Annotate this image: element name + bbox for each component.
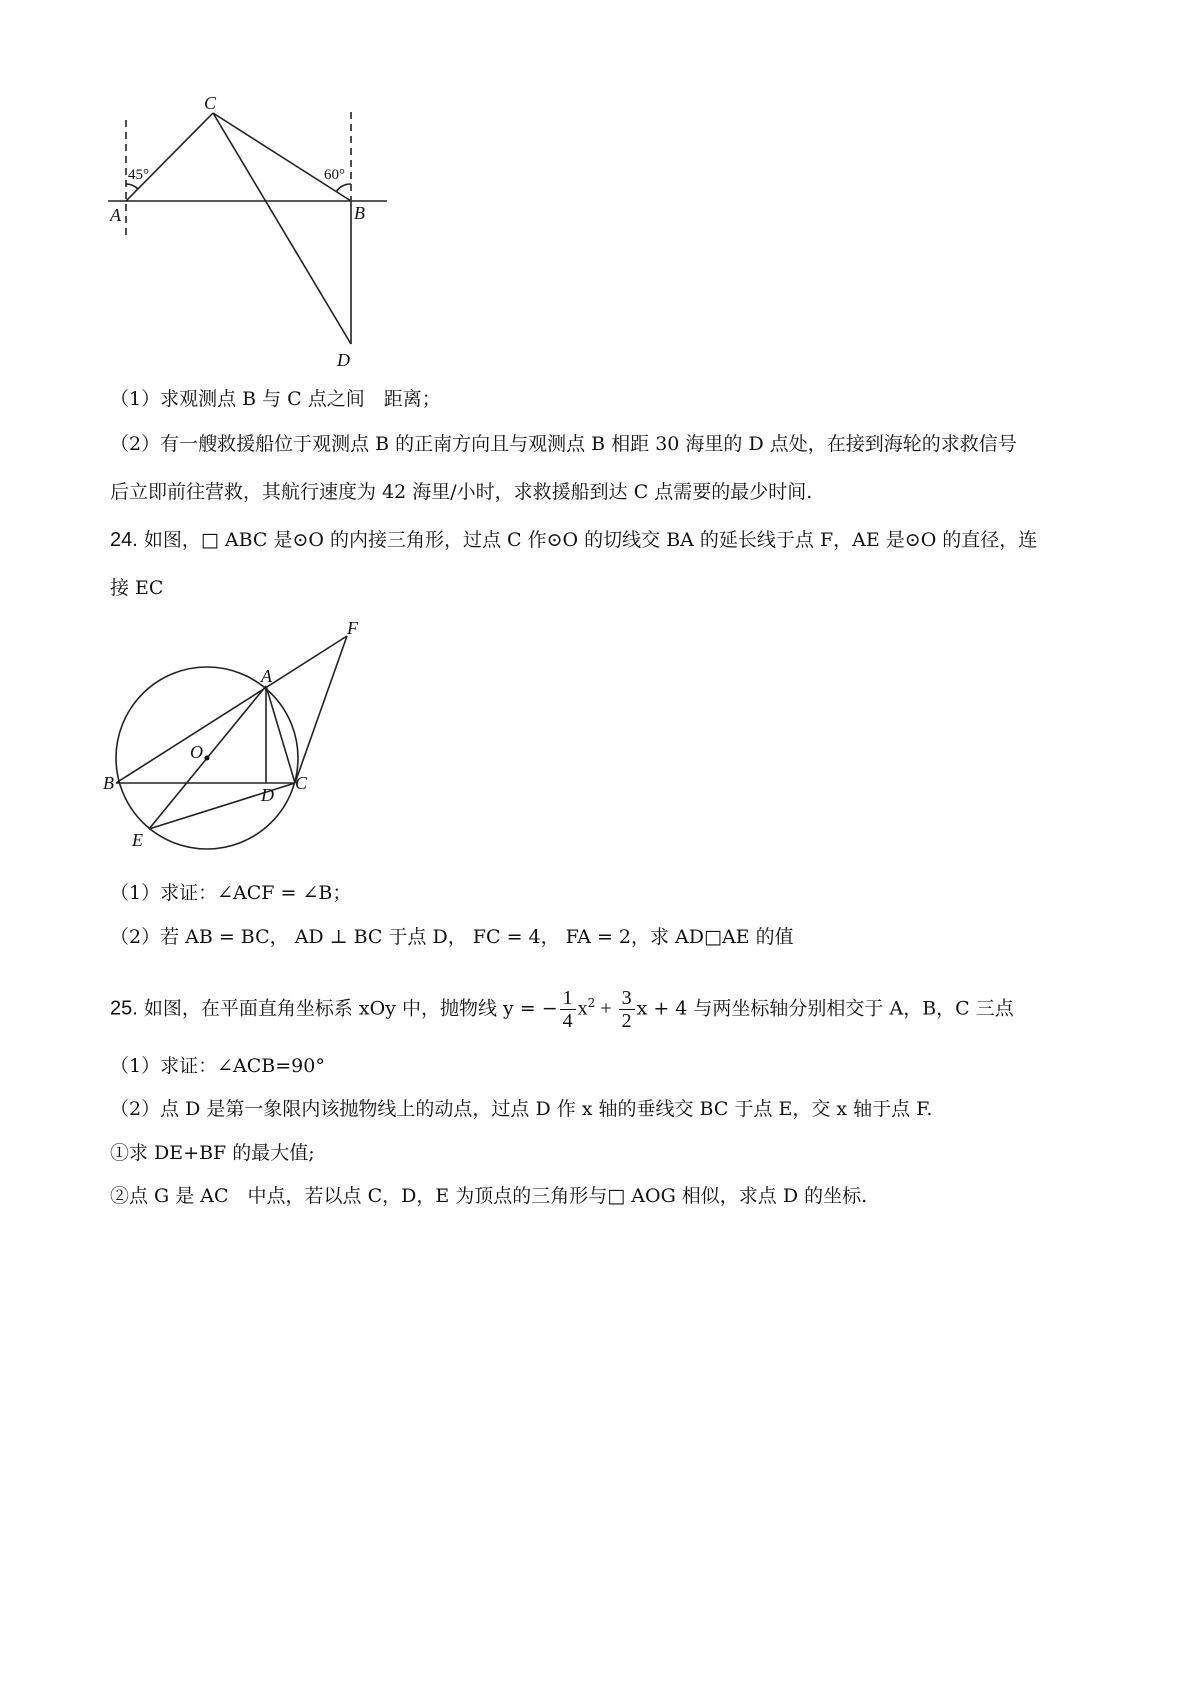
q24-part1: （1）求证：∠ACF = ∠B；: [110, 882, 352, 904]
fraction-one-quarter: [560, 987, 576, 1032]
q24-stem-text: 如图，□ ABC 是⊙O 的内接三角形，过点 C 作⊙O 的切线交 BA 的延长线于点 F，AE 是⊙O 的直径，连: [143, 529, 1038, 551]
q23-part1: （1）求观测点 B 与 C 点之间 距离；: [110, 388, 441, 410]
center-dot: [205, 756, 210, 761]
angle-60-label: 60°: [324, 167, 345, 183]
q24-stem-line2: 接 EC: [110, 577, 164, 599]
label-D: D: [261, 785, 274, 805]
q24-number: 24.: [110, 529, 138, 551]
frac2-denominator: 2: [621, 1009, 632, 1032]
q25-sub2: ②点 G 是 AC 中点，若以点 C，D，E 为顶点的三角形与□ AOG 相似，求点 D 的坐标.: [110, 1185, 868, 1207]
label-D: D: [337, 350, 350, 370]
line-CB: [213, 113, 351, 201]
q25-part1: （1）求证：∠ACB=90°: [110, 1055, 325, 1077]
q25-sub1: ①求 DE+BF 的最大值;: [110, 1142, 315, 1164]
figure-circle: [100, 618, 380, 858]
line-BF: [116, 636, 347, 783]
label-F: F: [347, 618, 358, 638]
frac2-numerator: 3: [619, 987, 635, 1010]
arc-60: [336, 184, 351, 192]
q25-stem-post: x + 4 与两坐标轴分别相交于 A，B，C 三点: [636, 997, 1014, 1020]
q25-number: 25.: [110, 997, 138, 1020]
q24-stem-line1: [110, 527, 1037, 553]
q25-exponent: 2: [587, 996, 596, 1010]
q25-stem-pre: 如图，在平面直角坐标系 xOy 中，抛物线 y = −: [143, 997, 558, 1020]
frac1-numerator: 1: [560, 987, 576, 1010]
label-A: A: [110, 205, 121, 225]
label-E: E: [132, 830, 143, 850]
q25-plus: +: [595, 997, 617, 1020]
label-B: B: [103, 773, 114, 793]
angle-45-label: 45°: [128, 167, 149, 183]
q24-part2: （2）若 AB = BC， AD ⊥ BC 于点 D， FC = 4， FA = 2，求 AD□AE 的值: [110, 926, 794, 948]
label-A: A: [261, 666, 272, 686]
q25-part2: （2）点 D 是第一象限内该抛物线上的动点，过点 D 作 x 轴的垂线交 BC 于点 E，交 x 轴于点 F.: [110, 1098, 933, 1120]
figure-observation: [100, 90, 400, 380]
frac1-denominator: 4: [562, 1009, 573, 1032]
q23-part2-line1: （2）有一艘救援船位于观测点 B 的正南方向且与观测点 B 相距 30 海里的 D 点处，在接到海轮的求救信号: [110, 433, 1017, 455]
fraction-three-halves: [619, 987, 635, 1032]
label-C: C: [295, 773, 308, 793]
label-B: B: [354, 203, 365, 223]
arc-45: [126, 184, 138, 189]
line-AC: [266, 686, 295, 783]
line-CD: [213, 113, 351, 344]
line-FC: [295, 636, 347, 783]
q25-x-term: x: [577, 997, 588, 1020]
q23-part2-line2: 后立即前往营救，其航行速度为 42 海里/小时，求救援船到达 C 点需要的最少时间.: [110, 481, 813, 503]
line-AC: [126, 113, 213, 201]
q25-stem: [110, 979, 1014, 1032]
label-O: O: [190, 742, 203, 762]
label-C: C: [204, 93, 217, 113]
